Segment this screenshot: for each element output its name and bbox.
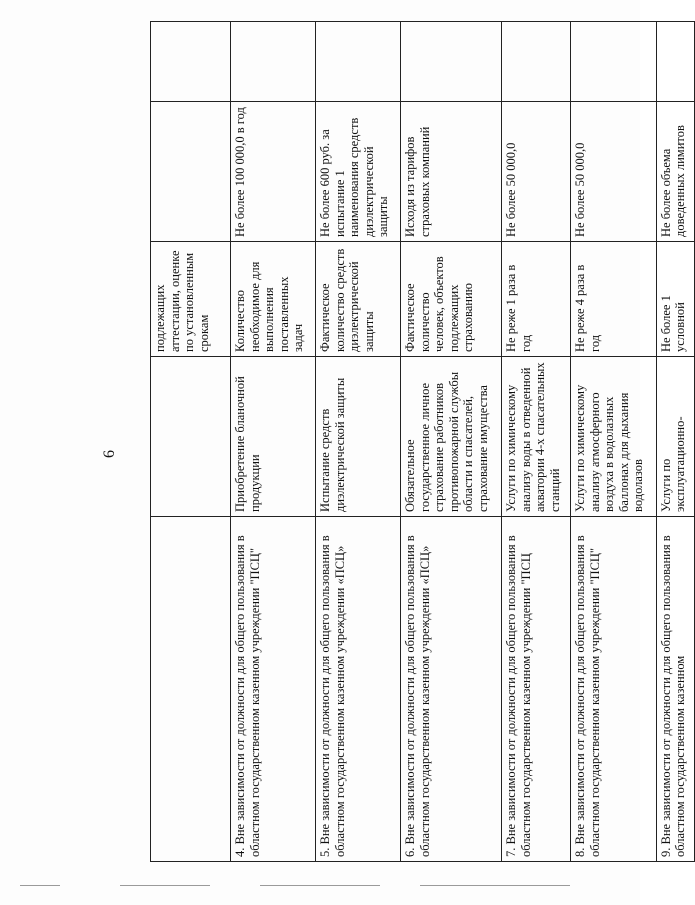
rotated-table-frame bbox=[150, 22, 695, 862]
cell-position bbox=[151, 517, 231, 862]
cell-price: Не более 600 руб. за испытание 1 наименования средств диэлектрической защиты bbox=[316, 102, 401, 242]
cell-price: Не более 100 000,0 в год bbox=[231, 102, 316, 242]
table-row-9 bbox=[656, 22, 694, 862]
cell-service: Обязательное государственное личное страхование работников противопожарной службы области и спасателей, страхование имущества bbox=[401, 357, 502, 517]
cell-note bbox=[151, 22, 231, 102]
cell-quantity: Фактическое количество средств диэлектрической защиты bbox=[316, 242, 401, 357]
page-number: 6 bbox=[101, 450, 118, 458]
table-row-7 bbox=[502, 22, 571, 862]
cell-quantity: Фактическое количество человек, объектов подлежащих страхованию bbox=[401, 242, 502, 357]
cell-position: 7. Вне зависимости от должности для общего пользования в областном государственном казенном учреждении "ПСЦ bbox=[502, 517, 571, 862]
cell-note bbox=[656, 22, 694, 102]
cell-service: Услуги по химическому анализу атмосферного воздуха в водолазных баллонах для дыхания водолазов bbox=[571, 357, 656, 517]
cell-quantity: Не реже 4 раза в год bbox=[571, 242, 656, 357]
cell-quantity: Не более 1 условной bbox=[656, 242, 694, 357]
cell-service: Приобретение бланочной продукции bbox=[231, 357, 316, 517]
cell-note bbox=[571, 22, 656, 102]
table-row-continuation bbox=[151, 22, 231, 862]
table-row-4 bbox=[231, 22, 316, 862]
cell-service: Услуги по химическому анализу воды в отведенной акватории 4-х спасательных станций bbox=[502, 357, 571, 517]
cell-price: Не более 50 000,0 bbox=[571, 102, 656, 242]
cell-service: Испытание средств диэлектрической защиты bbox=[316, 357, 401, 517]
cell-price bbox=[151, 102, 231, 242]
cell-note bbox=[231, 22, 316, 102]
table-row-5 bbox=[316, 22, 401, 862]
cell-quantity: Не реже 1 раза в год bbox=[502, 242, 571, 357]
cell-price: Не более 50 000,0 bbox=[502, 102, 571, 242]
cell-price: Исходя из тарифов страховых компаний bbox=[401, 102, 502, 242]
cell-position: 8. Вне зависимости от должности для общего пользования в областном государственном казенном учреждении "ПСЦ" bbox=[571, 517, 656, 862]
cell-position: 4. Вне зависимости от должности для общего пользования в областном государственном казенном учреждении "ПСЦ" bbox=[231, 517, 316, 862]
cell-note bbox=[502, 22, 571, 102]
procurement-norms-table bbox=[150, 21, 695, 862]
cell-position: 6. Вне зависимости от должности для общего пользования в областном государственном казенном учреждении «ПСЦ» bbox=[401, 517, 502, 862]
cell-position: 9. Вне зависимости от должности для общего пользования в областном государственном казенном bbox=[656, 517, 694, 862]
table-row-8 bbox=[571, 22, 656, 862]
cell-service bbox=[151, 357, 231, 517]
cell-position: 5. Вне зависимости от должности для общего пользования в областном государственном казенном учреждении «ПСЦ» bbox=[316, 517, 401, 862]
cell-price: Не более объема доведенных лимитов bbox=[656, 102, 694, 242]
table-row-6 bbox=[401, 22, 502, 862]
cell-note bbox=[316, 22, 401, 102]
scan-edge-artifact bbox=[0, 875, 640, 893]
cell-note bbox=[401, 22, 502, 102]
cell-service: Услуги по эксплуатационно- bbox=[656, 357, 694, 517]
cell-quantity: Количество необходимое для выполнения поставленных задач bbox=[231, 242, 316, 357]
table-container bbox=[150, 22, 695, 862]
cell-quantity: подлежащих аттестации, оценке по установленным срокам bbox=[151, 242, 231, 357]
